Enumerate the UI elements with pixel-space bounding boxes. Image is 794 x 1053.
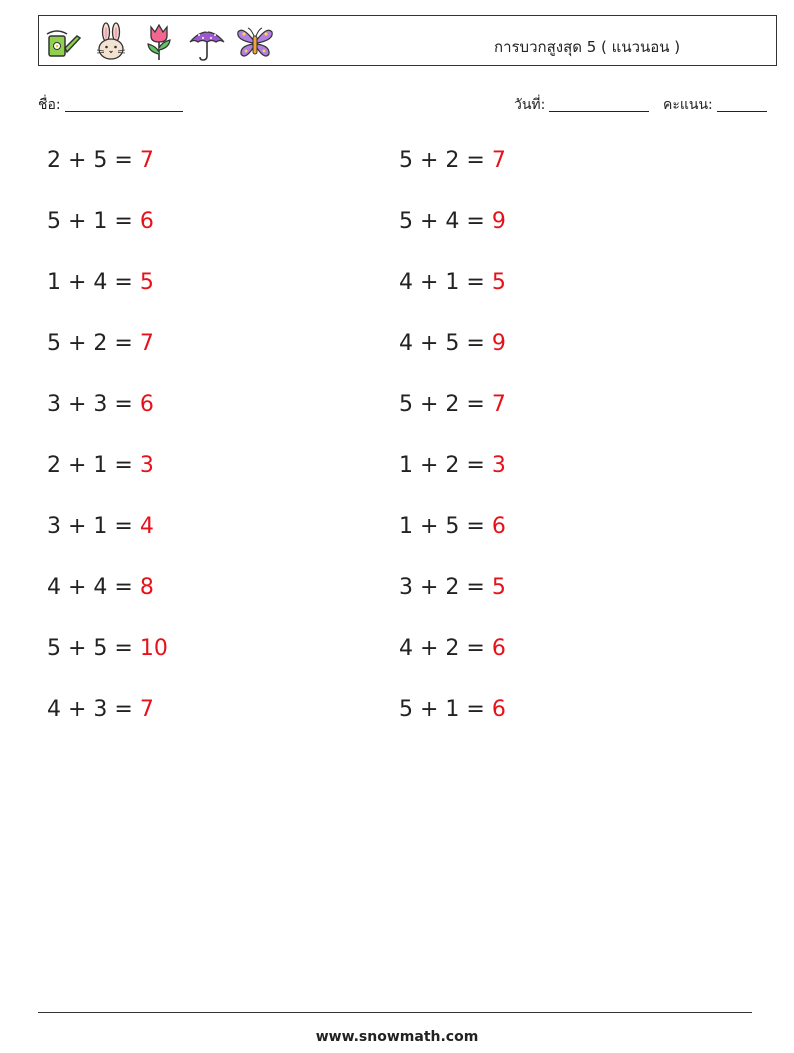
problem-item [47, 575, 154, 600]
score-field [663, 94, 767, 116]
worksheet-header [38, 15, 777, 66]
problem-answer: 4 [139, 514, 154, 539]
problem-item [399, 270, 506, 295]
problem-answer: 5 [491, 270, 506, 295]
problem-question: 5 + 1 = [47, 209, 140, 234]
rabbit-icon [91, 22, 131, 62]
problem-question: 4 + 4 = [47, 575, 140, 600]
problem-question: 2 + 5 = [47, 148, 140, 173]
header-icons [43, 22, 275, 62]
problem-answer: 8 [139, 575, 154, 600]
name-label: ชื่อ: [38, 97, 61, 113]
footer-url[interactable]: www.snowmath.com [315, 1029, 479, 1045]
problem-answer: 3 [139, 453, 154, 478]
problem-answer: 5 [139, 270, 154, 295]
problem-question: 5 + 2 = [399, 392, 492, 417]
name-blank[interactable] [65, 97, 183, 112]
score-label: คะแนน: [663, 97, 713, 113]
problem-item [399, 636, 506, 661]
problem-question: 5 + 2 = [47, 331, 140, 356]
problem-answer: 6 [139, 392, 154, 417]
problem-question: 3 + 2 = [399, 575, 492, 600]
problem-item [399, 453, 506, 478]
problem-answer: 6 [139, 209, 154, 234]
problem-question: 5 + 5 = [47, 636, 140, 661]
problem-item [47, 331, 154, 356]
problem-question: 5 + 1 = [399, 697, 492, 722]
problem-item [399, 148, 506, 173]
tulip-icon [139, 22, 179, 62]
problem-item [399, 514, 506, 539]
problem-answer: 7 [139, 697, 154, 722]
umbrella-icon [187, 22, 227, 62]
problem-answer: 6 [491, 514, 506, 539]
watering-can-icon [43, 22, 83, 62]
problem-item [399, 331, 506, 356]
problem-item [47, 148, 154, 173]
name-field [38, 94, 183, 116]
footer-divider [38, 1012, 752, 1013]
problem-answer: 5 [491, 575, 506, 600]
problem-item [47, 636, 168, 661]
problem-question: 3 + 1 = [47, 514, 140, 539]
problem-item [47, 209, 154, 234]
problem-question: 4 + 5 = [399, 331, 492, 356]
problem-question: 1 + 4 = [47, 270, 140, 295]
date-blank[interactable] [549, 97, 649, 112]
problem-answer: 6 [491, 636, 506, 661]
problem-item [399, 392, 506, 417]
butterfly-icon [235, 22, 275, 62]
problem-answer: 6 [491, 697, 506, 722]
problem-item [47, 270, 154, 295]
problem-question: 1 + 2 = [399, 453, 492, 478]
problem-question: 2 + 1 = [47, 453, 140, 478]
problem-item [399, 575, 506, 600]
problem-question: 5 + 4 = [399, 209, 492, 234]
worksheet-title: การบวกสูงสุด 5 ( แนวนอน ) [494, 38, 681, 56]
date-label: วันที่: [514, 97, 546, 113]
problem-answer: 7 [491, 148, 506, 173]
problem-question: 3 + 3 = [47, 392, 140, 417]
problem-item [47, 514, 154, 539]
problem-answer: 7 [139, 148, 154, 173]
problem-answer: 10 [139, 636, 168, 661]
problem-item [47, 453, 154, 478]
problem-answer: 3 [491, 453, 506, 478]
problem-question: 1 + 5 = [399, 514, 492, 539]
problem-answer: 9 [491, 209, 506, 234]
problem-answer: 9 [491, 331, 506, 356]
problem-question: 4 + 2 = [399, 636, 492, 661]
problem-item [47, 392, 154, 417]
problem-answer: 7 [139, 331, 154, 356]
problem-item [399, 697, 506, 722]
score-blank[interactable] [717, 97, 767, 112]
problem-question: 4 + 3 = [47, 697, 140, 722]
problem-answer: 7 [491, 392, 506, 417]
date-field [514, 94, 649, 116]
problem-item [399, 209, 506, 234]
problem-question: 5 + 2 = [399, 148, 492, 173]
problem-question: 4 + 1 = [399, 270, 492, 295]
problem-item [47, 697, 154, 722]
